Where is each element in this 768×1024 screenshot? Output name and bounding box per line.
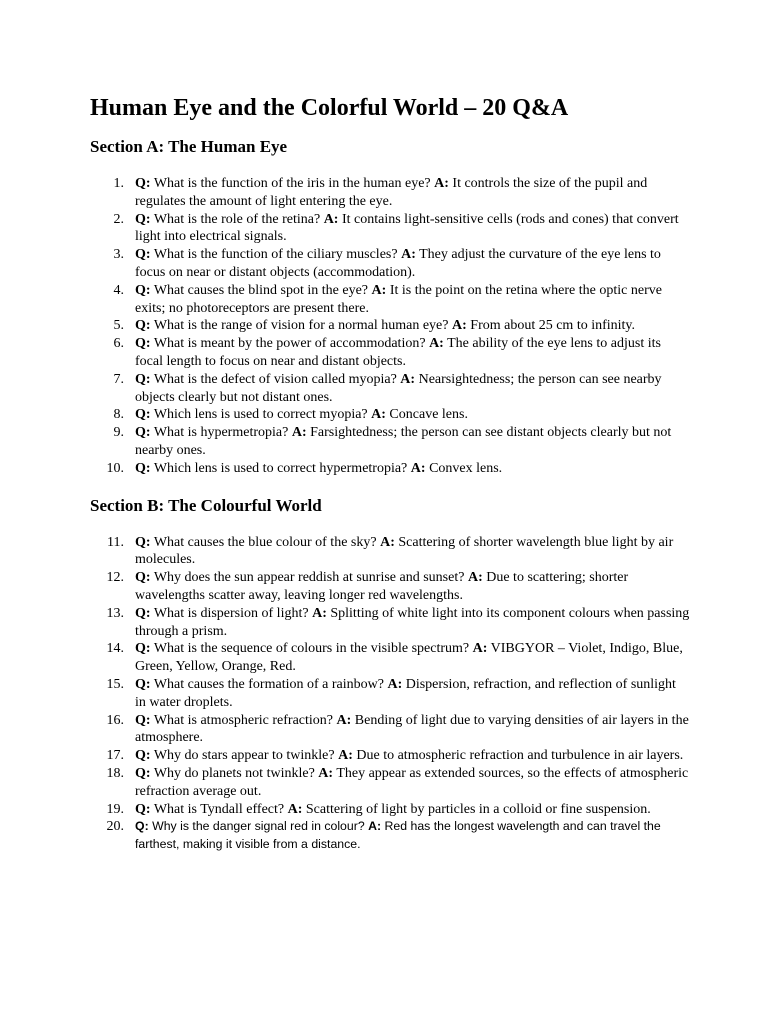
document-title: Human Eye and the Colorful World – 20 Q&A	[90, 95, 569, 121]
question-label: Q:	[135, 765, 151, 781]
answer-label: A:	[467, 570, 483, 586]
answer-label: A:	[291, 425, 307, 441]
question-label: Q:	[135, 570, 151, 586]
answer-text: Convex lens.	[429, 460, 503, 476]
question-text: Why does the sun appear reddish at sunrise and sunset?	[153, 570, 465, 586]
item-number: 1.	[113, 176, 124, 191]
item-number: 11.	[107, 534, 124, 550]
section-a-list	[90, 175, 690, 478]
section-b-list	[90, 534, 690, 854]
answer-label: A:	[371, 282, 387, 298]
answer-label: A:	[434, 176, 449, 191]
answer-label: A:	[287, 801, 303, 817]
question-label: Q:	[135, 748, 151, 764]
answer-text: Scattering of shorter wavelength blue light by air molecules.	[135, 534, 674, 568]
answer-text: Concave lens.	[389, 407, 468, 423]
answer-text: Bending of light due to varying densities of air layers in the atmosphere.	[135, 712, 689, 746]
qa-item	[90, 246, 690, 282]
answer-text: Scattering of light by particles in a colloid or fine suspension.	[305, 801, 651, 817]
answer-text: It controls the size of the pupil and regulates the amount of light entering the eye.	[135, 176, 648, 209]
answer-label: A:	[401, 247, 416, 263]
question-text: What is the range of vision for a normal human eye?	[153, 318, 449, 334]
question-text: Why do planets not twinkle?	[153, 765, 315, 781]
answer-label: A:	[472, 641, 488, 657]
answer-label: A:	[452, 318, 467, 334]
question-text: What is Tyndall effect?	[153, 801, 285, 817]
item-number: 17.	[106, 748, 124, 764]
question-label: Q:	[135, 371, 151, 387]
qa-item	[90, 534, 690, 570]
question-label: Q:	[135, 247, 151, 263]
item-number: 15.	[106, 676, 124, 692]
question-label: Q:	[135, 425, 151, 441]
item-number: 3.	[113, 247, 124, 263]
answer-label: A:	[312, 605, 327, 621]
question-text: What is dispersion of light?	[153, 605, 309, 621]
question-label: Q:	[135, 336, 151, 352]
question-text: What causes the blue colour of the sky?	[153, 534, 377, 550]
question-label: Q:	[135, 460, 151, 476]
question-text: What causes the formation of a rainbow?	[153, 676, 384, 692]
qa-item	[90, 818, 690, 854]
question-text: What is the defect of vision called myopia?	[153, 371, 397, 387]
answer-text: The ability of the eye lens to adjust its focal length to focus on near and distant objects.	[135, 336, 661, 369]
item-number: 9.	[113, 425, 124, 441]
question-label: Q:	[135, 211, 151, 227]
qa-item	[90, 569, 690, 605]
question-text: Which lens is used to correct myopia?	[153, 407, 368, 423]
answer-label: A:	[429, 336, 444, 352]
question-label: Q:	[135, 534, 151, 550]
item-number: 13.	[106, 605, 124, 621]
qa-item	[90, 801, 690, 819]
answer-label: A:	[336, 712, 352, 728]
answer-label: A:	[371, 407, 386, 423]
item-number: 4.	[113, 282, 124, 298]
question-text: What causes the blind spot in the eye?	[153, 282, 369, 298]
question-label: Q:	[135, 318, 151, 334]
answer-text: Nearsightedness; the person can see nearby objects clearly but not distant ones.	[135, 371, 662, 405]
item-number: 8.	[113, 407, 124, 423]
item-number: 16.	[106, 712, 124, 728]
qa-item	[90, 371, 690, 407]
question-label: Q:	[135, 819, 149, 834]
section-b-heading: Section B: The Colourful World	[90, 495, 322, 515]
answer-text: It is the point on the retina where the optic nerve exits; no photoreceptors are present there.	[135, 282, 662, 316]
question-text: What is atmospheric refraction?	[153, 712, 334, 728]
answer-text: It contains light-sensitive cells (rods and cones) that convert light into electrical signals.	[135, 211, 679, 245]
question-text: Why do stars appear to twinkle?	[153, 748, 335, 764]
item-number: 7.	[113, 371, 124, 387]
answer-text: Splitting of white light into its component colours when passing through a prism.	[135, 605, 690, 639]
answer-label: A:	[380, 534, 395, 550]
answer-label: A:	[400, 371, 416, 387]
answer-text: Due to atmospheric refraction and turbulence in air layers.	[356, 748, 684, 764]
item-number: 19.	[106, 801, 124, 817]
question-text: What is the role of the retina?	[153, 211, 321, 227]
qa-item	[90, 406, 690, 424]
qa-item	[90, 676, 690, 712]
qa-item	[90, 605, 690, 641]
answer-label: A:	[318, 765, 334, 781]
answer-label: A:	[368, 819, 382, 834]
question-label: Q:	[135, 407, 151, 423]
answer-text: They adjust the curvature of the eye lens to focus on near or distant objects (accommodation).	[135, 247, 661, 280]
question-text: What is the sequence of colours in the visible spectrum?	[153, 641, 470, 657]
question-label: Q:	[135, 676, 151, 692]
answer-text: Dispersion, refraction, and reflection of sunlight in water droplets.	[135, 676, 676, 710]
answer-text: Red has the longest wavelength and can travel the farthest, making it visible from a distance.	[135, 819, 661, 852]
question-label: Q:	[135, 712, 151, 728]
answer-text: They appear as extended sources, so the effects of atmospheric refraction average out.	[135, 765, 689, 799]
qa-item	[90, 211, 690, 247]
answer-text: VIBGYOR – Violet, Indigo, Blue, Green, Yellow, Orange, Red.	[135, 641, 683, 675]
question-label: Q:	[135, 801, 151, 817]
qa-item	[90, 712, 690, 748]
question-text: What is meant by the power of accommodation?	[153, 336, 426, 352]
question-label: Q:	[135, 641, 151, 657]
qa-item	[90, 335, 690, 371]
qa-item	[90, 317, 690, 335]
question-label: Q:	[135, 282, 151, 298]
item-number: 12.	[106, 570, 124, 586]
question-text: What is hypermetropia?	[153, 425, 289, 441]
question-label: Q:	[135, 176, 151, 191]
answer-label: A:	[410, 460, 426, 476]
answer-label: A:	[323, 211, 339, 227]
qa-item	[90, 640, 690, 676]
answer-label: A:	[387, 676, 403, 692]
item-number: 6.	[113, 336, 124, 352]
qa-item	[90, 282, 690, 318]
item-number: 10.	[106, 460, 124, 476]
item-number: 14.	[106, 641, 124, 657]
qa-item	[90, 175, 690, 211]
item-number: 20.	[106, 819, 124, 835]
qa-item	[90, 765, 690, 801]
qa-item	[90, 460, 690, 478]
question-text: Which lens is used to correct hypermetropia?	[153, 460, 408, 476]
question-text: What is the function of the ciliary muscles?	[153, 247, 398, 263]
question-text: Why is the danger signal red in colour?	[152, 819, 365, 834]
qa-item	[90, 747, 690, 765]
section-a-heading: Section A: The Human Eye	[90, 137, 288, 156]
answer-text: From about 25 cm to infinity.	[470, 318, 636, 334]
answer-text: Due to scattering; shorter wavelengths scatter away, leaving longer red wavelengths.	[135, 570, 629, 603]
answer-text: Farsightedness; the person can see distant objects clearly but not nearby ones.	[135, 425, 672, 458]
qa-item	[90, 424, 690, 460]
document-page	[90, 93, 690, 854]
item-number: 2.	[113, 211, 124, 227]
item-number: 18.	[106, 765, 124, 781]
question-label: Q:	[135, 605, 151, 621]
question-text: What is the function of the iris in the human eye?	[153, 176, 431, 191]
answer-label: A:	[338, 748, 353, 764]
item-number: 5.	[113, 318, 124, 334]
